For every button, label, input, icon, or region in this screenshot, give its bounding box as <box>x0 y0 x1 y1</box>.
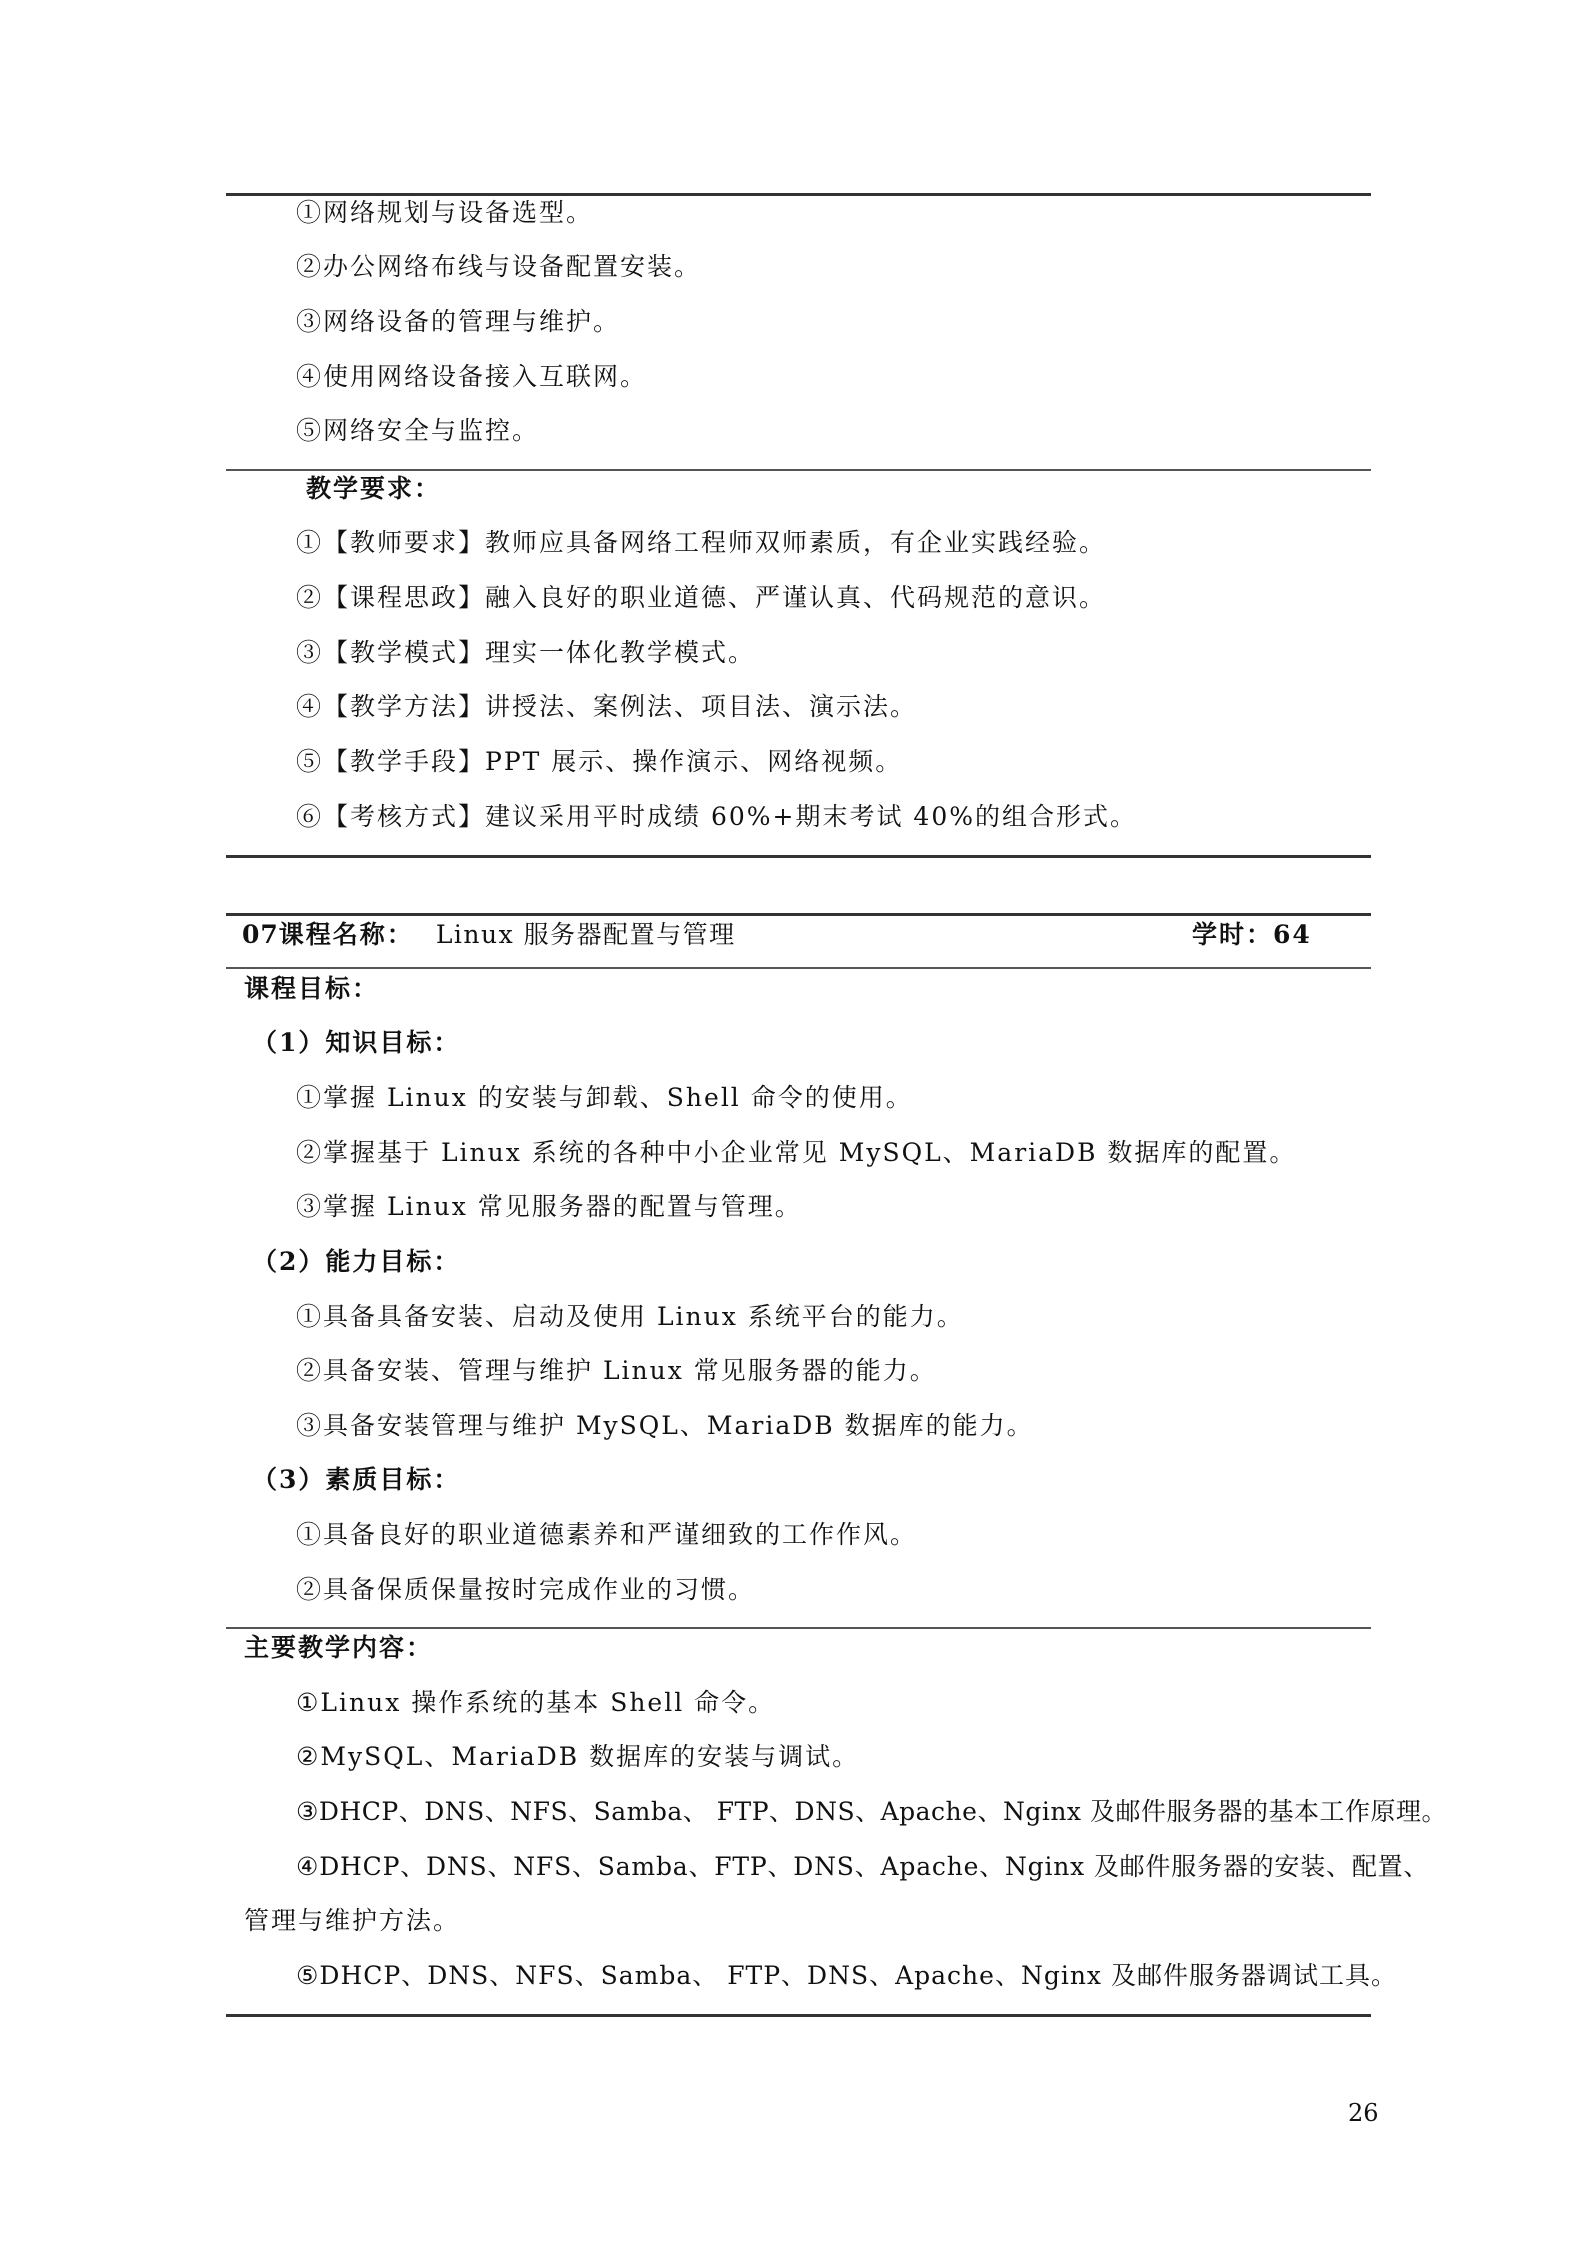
course-header <box>242 918 1312 952</box>
requirement-item: ⑥【考核方式】建议采用平时成绩 60%+期末考试 40%的组合形式。 <box>296 802 1137 831</box>
table-bottom-rule <box>226 855 1371 858</box>
goals-heading: 课程目标： <box>244 974 380 1003</box>
quality-item: ②具备保质保量按时完成作业的习惯。 <box>296 1575 756 1604</box>
knowledge-heading: （1）知识目标： <box>252 1028 461 1057</box>
course-hours: 学时：64 <box>1192 920 1312 949</box>
ability-heading: （2）能力目标： <box>252 1247 461 1276</box>
content-item-continuation: 管理与维护方法。 <box>244 1906 461 1935</box>
course-code: 07 <box>242 920 279 949</box>
ability-item: ①具备具备安装、启动及使用 Linux 系统平台的能力。 <box>296 1302 964 1331</box>
content-item: ④DHCP、DNS、NFS、Samba、FTP、DNS、Apache、Nginx 及邮件服务器的安装、配置、 <box>296 1852 1430 1881</box>
knowledge-item: ③掌握 Linux 常见服务器的配置与管理。 <box>296 1192 802 1221</box>
section-divider <box>226 469 1371 471</box>
section-divider <box>226 967 1371 969</box>
ability-item: ②具备安装、管理与维护 Linux 常见服务器的能力。 <box>296 1356 937 1385</box>
quality-item: ①具备良好的职业道德素养和严谨细致的工作作风。 <box>296 1520 918 1549</box>
content-heading: 主要教学内容： <box>244 1633 434 1662</box>
content-item: ⑤网络安全与监控。 <box>296 416 540 445</box>
course-name-label: 课程名称： <box>278 920 414 949</box>
requirement-item: ⑤【教学手段】PPT 展示、操作演示、网络视频。 <box>296 747 903 776</box>
page-number: 26 <box>1348 2099 1379 2127</box>
content-item: ④使用网络设备接入互联网。 <box>296 362 648 391</box>
course-top-rule <box>226 913 1371 916</box>
course-name: Linux 服务器配置与管理 <box>435 920 736 949</box>
content-item: ①Linux 操作系统的基本 Shell 命令。 <box>296 1688 776 1717</box>
content-item: ②办公网络布线与设备配置安装。 <box>296 252 702 281</box>
content-item: ③网络设备的管理与维护。 <box>296 307 621 336</box>
content-item: ⑤DHCP、DNS、NFS、Samba、 FTP、DNS、Apache、Nginx 及邮件服务器调试工具。 <box>296 1961 1397 1990</box>
knowledge-item: ②掌握基于 Linux 系统的各种中小企业常见 MySQL、MariaDB 数据库的配置。 <box>296 1138 1297 1167</box>
requirement-item: ①【教师要求】教师应具备网络工程师双师素质，有企业实践经验。 <box>296 528 1107 557</box>
content-item: ①网络规划与设备选型。 <box>296 198 594 227</box>
requirement-item: ③【教学模式】理实一体化教学模式。 <box>296 638 756 667</box>
course-bottom-rule <box>226 2014 1371 2017</box>
quality-heading: （3）素质目标： <box>252 1465 461 1494</box>
requirements-heading: 教学要求： <box>306 474 442 503</box>
content-item: ②MySQL、MariaDB 数据库的安装与调试。 <box>296 1742 860 1771</box>
ability-item: ③具备安装管理与维护 MySQL、MariaDB 数据库的能力。 <box>296 1411 1034 1440</box>
knowledge-item: ①掌握 Linux 的安装与卸载、Shell 命令的使用。 <box>296 1083 913 1112</box>
content-item: ③DHCP、DNS、NFS、Samba、 FTP、DNS、Apache、Nginx 及邮件服务器的基本工作原理。 <box>296 1797 1447 1826</box>
section-divider <box>226 1627 1371 1629</box>
requirement-item: ②【课程思政】融入良好的职业道德、严谨认真、代码规范的意识。 <box>296 583 1107 612</box>
requirement-item: ④【教学方法】讲授法、案例法、项目法、演示法。 <box>296 692 918 721</box>
